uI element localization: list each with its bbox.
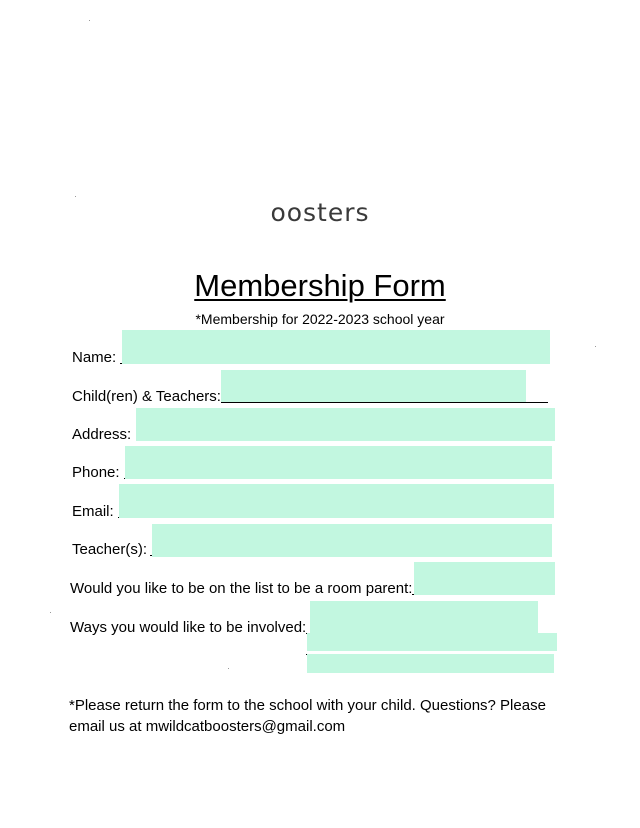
children-underline: [221, 402, 548, 403]
room-parent-field[interactable]: [414, 562, 555, 595]
involved-label: Ways you would like to be involved:: [70, 619, 307, 636]
phone-field[interactable]: [125, 446, 552, 479]
name-label: Name:: [72, 349, 117, 366]
email-field[interactable]: [119, 484, 554, 518]
scan-speck: [595, 346, 596, 347]
involved-field-2[interactable]: [307, 633, 557, 651]
involved-field-1[interactable]: [310, 601, 538, 635]
email-label: Email:: [72, 503, 114, 520]
children-field[interactable]: [221, 370, 526, 402]
scan-speck: [89, 20, 90, 21]
phone-label: Phone:: [72, 464, 120, 481]
children-label: Child(ren) & Teachers:: [72, 388, 221, 405]
scan-speck: [228, 668, 229, 669]
page-title: Membership Form: [194, 268, 446, 303]
logo-text: oosters: [270, 198, 370, 227]
footer-note: *Please return the form to the school with your child. Questions? Please email us at mwildcatboosters@gmail.com: [69, 697, 546, 735]
involved-field-3[interactable]: [307, 654, 554, 673]
address-label: Address:: [72, 426, 132, 443]
room-parent-label: Would you like to be on the list to be a room parent:: [70, 580, 413, 597]
scan-speck: [50, 612, 51, 613]
name-field[interactable]: [122, 330, 550, 364]
address-field[interactable]: [136, 408, 555, 441]
teachers-label: Teacher(s):: [72, 541, 148, 558]
page-subtitle: *Membership for 2022-2023 school year: [195, 311, 445, 327]
teachers-field[interactable]: [152, 524, 552, 557]
scan-speck: [75, 196, 76, 197]
